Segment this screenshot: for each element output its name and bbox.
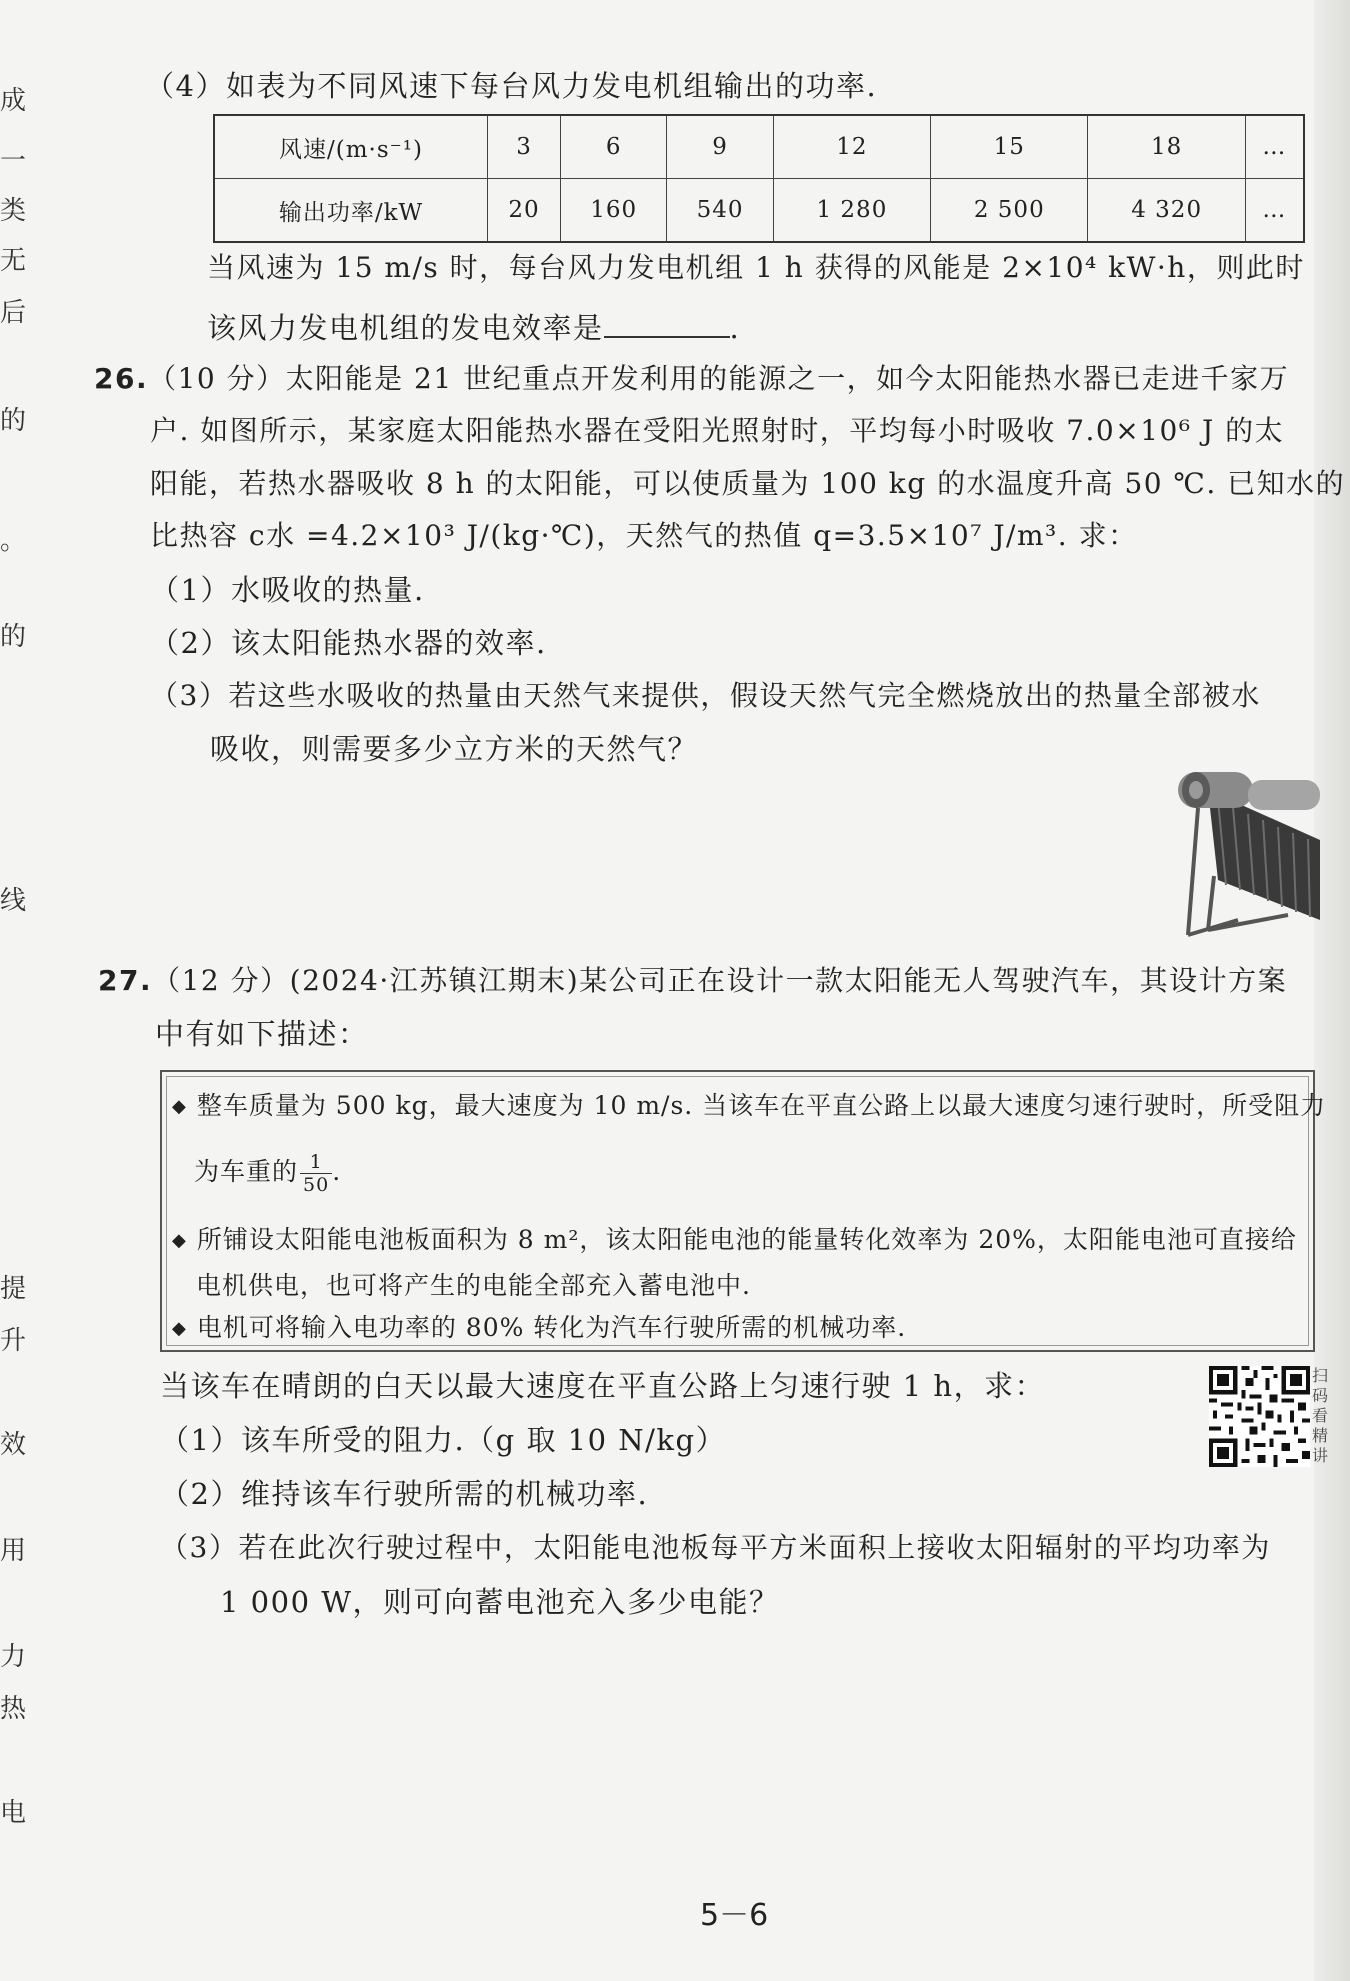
- table-row: [214, 179, 1304, 243]
- table-row: [214, 115, 1304, 179]
- table-header-speed: 风速/(m·s⁻¹): [214, 115, 488, 179]
- page-number: 5－6: [700, 1898, 769, 1933]
- margin-char: 的: [0, 406, 27, 436]
- margin-char: 热: [0, 1694, 27, 1724]
- q27-after-line: 当该车在晴朗的白天以最大速度在平直公路上匀速行驶 1 h，求：: [160, 1369, 1046, 1403]
- margin-char: 提: [0, 1274, 27, 1304]
- q27-line: [98, 960, 1287, 1001]
- q25-text-line: [207, 306, 740, 348]
- page-edge-shadow: [1314, 0, 1350, 1981]
- q26-part: （2）该太阳能热水器的效率.: [150, 626, 547, 660]
- q25-period: .: [729, 311, 741, 345]
- design-description-box: [160, 1070, 1327, 1352]
- q27-part: 1 000 W，则可向蓄电池充入多少电能？: [220, 1585, 780, 1619]
- q27-number: 27.: [98, 964, 153, 997]
- margin-char: 电: [0, 1798, 27, 1828]
- q26-text: （10 分）太阳能是 21 世纪重点开发利用的能源之一，如今太阳能热水器已走进千家万: [148, 362, 1290, 395]
- margin-char: 成: [0, 86, 27, 116]
- table-cell: …: [1245, 179, 1304, 243]
- table-cell: 6: [561, 115, 667, 179]
- fraction: [300, 1151, 332, 1196]
- q26-text-line: 比热容 c水 =4.2×10³ J/(kg·℃)，天然气的热值 q=3.5×10⁷ J/m³. 求：: [150, 519, 1138, 552]
- table-cell: 3: [488, 115, 561, 179]
- box-item-text: 所铺设太阳能电池板面积为 8 m²，该太阳能电池的能量转化效率为 20%，太阳能电池可直接给: [196, 1225, 1297, 1254]
- table-cell: 4 320: [1088, 179, 1245, 243]
- q27-part: （3）若在此次行驶过程中，太阳能电池板每平方米面积上接收太阳辐射的平均功率为: [160, 1531, 1271, 1564]
- margin-char: 升: [0, 1326, 27, 1356]
- margin-char: 。: [0, 526, 27, 556]
- answer-blank[interactable]: [604, 306, 730, 338]
- box-item-end: .: [332, 1157, 342, 1186]
- diamond-bullet-icon: ◆: [172, 1096, 187, 1117]
- table-cell: …: [1245, 115, 1304, 179]
- q27-text-line: 中有如下描述：: [155, 1017, 369, 1051]
- q27-part: （2）维持该车行驶所需的机械功率.: [160, 1477, 649, 1511]
- table-cell: 15: [931, 115, 1088, 179]
- table-cell: 1 280: [773, 179, 930, 243]
- margin-char: 效: [0, 1430, 27, 1460]
- table-cell: 160: [561, 179, 667, 243]
- left-margin-cut-text: [0, 0, 32, 1981]
- margin-char: 力: [0, 1642, 27, 1672]
- q26-part: （3）若这些水吸收的热量由天然气来提供，假设天然气完全燃烧放出的热量全部被水: [150, 679, 1261, 712]
- q27-part: （1）该车所受的阻力.（g 取 10 N/kg）: [160, 1423, 727, 1457]
- margin-char: 一: [0, 146, 27, 176]
- box-item-text: 为车重的: [194, 1157, 299, 1186]
- box-item-text: 电机可将输入电功率的 80% 转化为汽车行驶所需的机械功率.: [196, 1313, 907, 1342]
- q26-part: 吸收，则需要多少立方米的天然气？: [210, 732, 699, 766]
- box-item-text: 整车质量为 500 kg，最大速度为 10 m/s. 当该车在平直公路上以最大速度匀速行驶时，所受阻力: [196, 1091, 1327, 1120]
- q25-part4-intro: （4）如表为不同风速下每台风力发电机组输出的功率.: [145, 69, 878, 103]
- table-cell: 12: [773, 115, 930, 179]
- table-cell: 2 500: [931, 179, 1088, 243]
- fraction-numerator: 1: [300, 1151, 332, 1174]
- wind-power-table: [213, 114, 1305, 243]
- diamond-bullet-icon: ◆: [172, 1318, 187, 1339]
- box-item-2: [172, 1220, 1297, 1261]
- q26-text-line: 户. 如图所示，某家庭太阳能热水器在受阳光照射时，平均每小时吸收 7.0×10⁶ J 的太: [150, 414, 1285, 447]
- qr-code-icon[interactable]: [1209, 1366, 1310, 1467]
- q26-part: （1）水吸收的热量.: [150, 573, 425, 607]
- table-cell: 20: [488, 179, 561, 243]
- q25-text-line: 当风速为 15 m/s 时，每台风力发电机组 1 h 获得的风能是 2×10⁴ kW·h，则此时: [207, 251, 1305, 284]
- table-cell: 540: [667, 179, 773, 243]
- table-cell: 18: [1088, 115, 1245, 179]
- table-header-power: 输出功率/kW: [214, 179, 488, 243]
- q25-blank-question: 该风力发电机组的发电效率是: [207, 311, 604, 345]
- solar-water-heater-image: [1178, 770, 1320, 940]
- q26-text-line: 阳能，若热水器吸收 8 h 的太阳能，可以使质量为 100 kg 的水温度升高 50 ℃. 已知水的: [150, 467, 1346, 500]
- margin-char: 的: [0, 622, 27, 652]
- diamond-bullet-icon: ◆: [172, 1230, 187, 1251]
- margin-char: 类: [0, 196, 27, 226]
- box-item-3: [172, 1308, 906, 1349]
- qr-side-text: 扫码看精讲: [1312, 1366, 1329, 1465]
- q27-text: （12 分）(2024·江苏镇江期末)某公司正在设计一款太阳能无人驾驶汽车，其设计方案: [152, 964, 1288, 997]
- box-item-1: [172, 1086, 1326, 1127]
- box-item-2-cont: 电机供电，也可将产生的电能全部充入蓄电池中.: [196, 1271, 751, 1300]
- box-item-1-cont: [194, 1142, 341, 1202]
- fraction-denominator: 50: [303, 1174, 330, 1196]
- margin-char: 用: [0, 1536, 27, 1566]
- q26-number: 26.: [94, 362, 149, 395]
- margin-char: 无: [0, 246, 27, 276]
- q26-line: [94, 358, 1289, 399]
- margin-char: 线: [0, 886, 27, 916]
- table-cell: 9: [667, 115, 773, 179]
- margin-char: 后: [0, 298, 27, 328]
